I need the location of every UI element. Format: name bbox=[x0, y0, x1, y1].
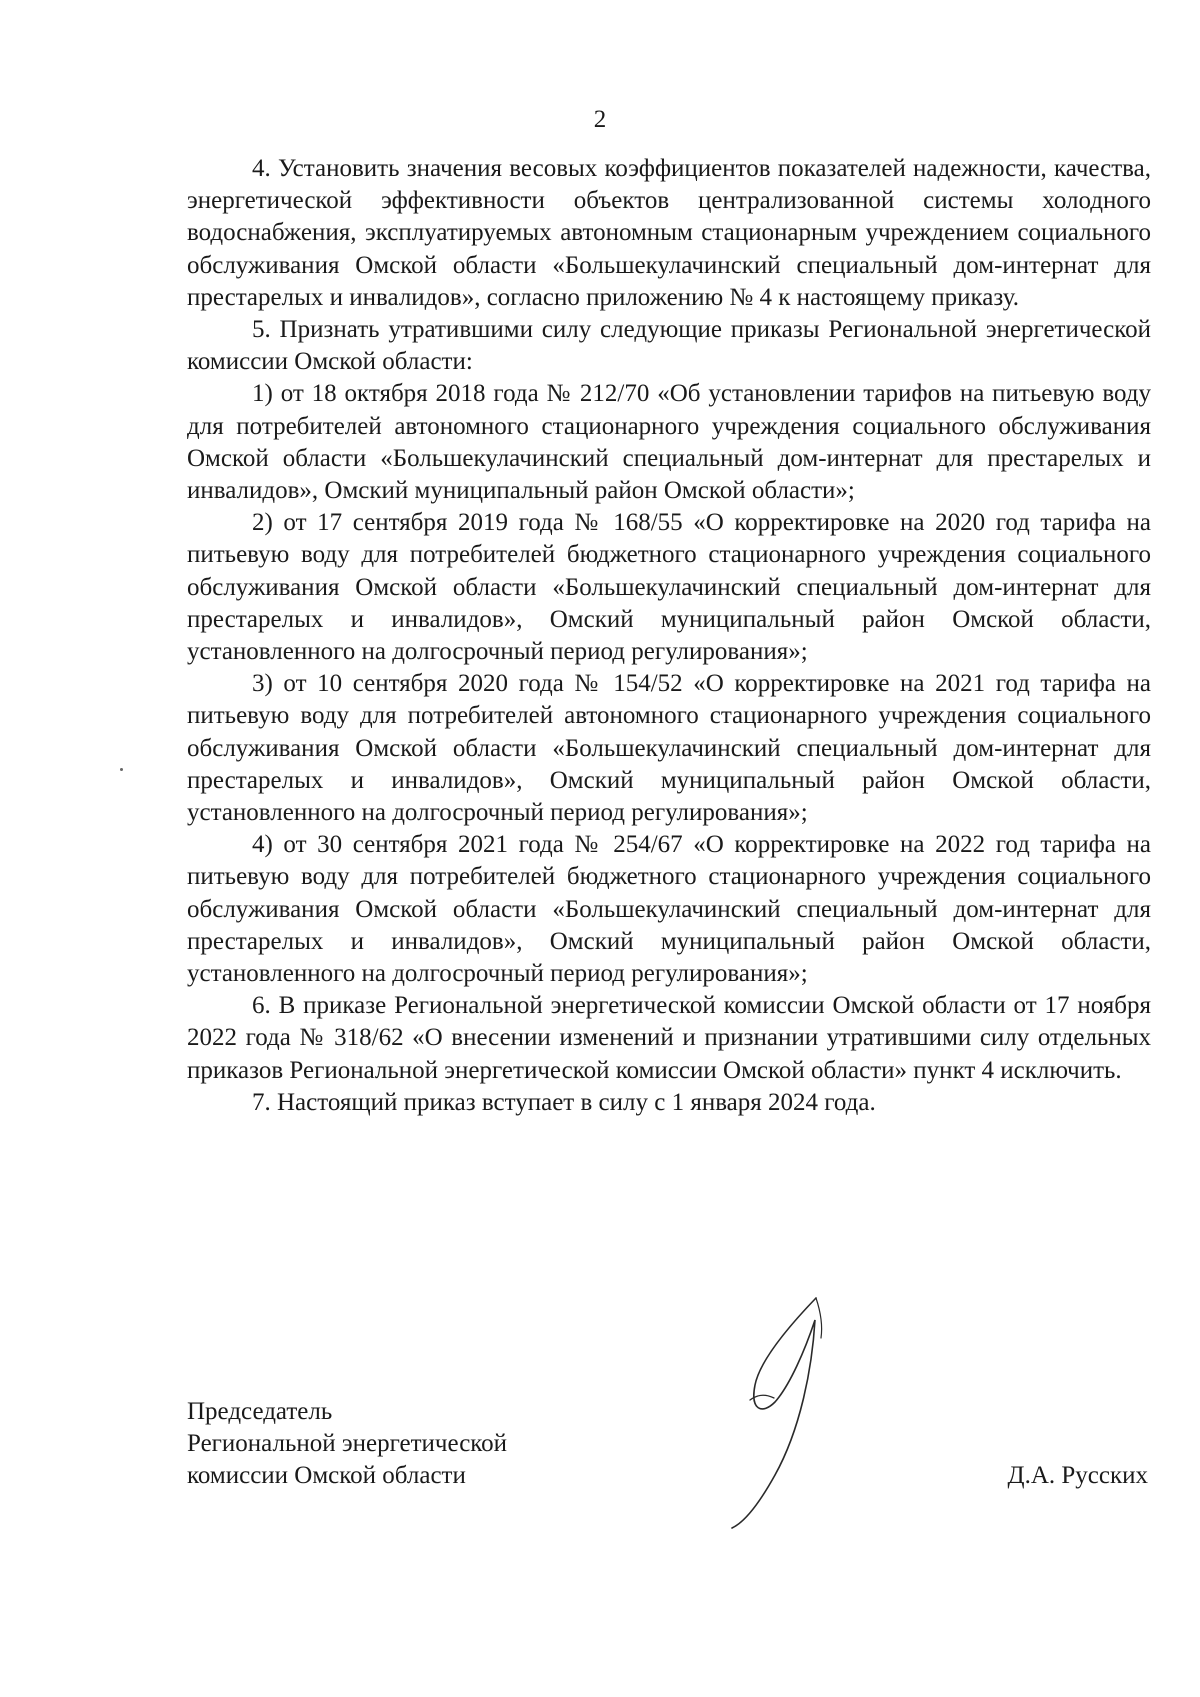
paragraph-subitem-4: 4) от 30 сентября 2021 года № 254/67 «О корректировке на 2022 год тарифа на питьевую воду для потребителей бюджетного стационарного учреждения социального обслуживания Омской области «Большекулачинский специальный дом-интернат для престарелых и инвалидов», Омский муниципальный район Омской области, установленного на долгосрочный период регулирования»; bbox=[187, 831, 1151, 988]
page-number: 2 bbox=[593, 106, 607, 133]
paragraph-item-6: 6. В приказе Региональной энергетической комиссии Омской области от 17 ноября 2022 года № 318/62 «О внесении изменений и признании утратившими силу отдельных приказов Региональной энергетической комиссии Омской области» пункт 4 исключить. bbox=[187, 992, 1151, 1084]
paragraph-subitem-2: 2) от 17 сентября 2019 года № 168/55 «О корректировке на 2020 год тарифа на питьевую воду для потребителей бюджетного стационарного учреждения социального обслуживания Омской области «Большекулачинский специальный дом-интернат для престарелых и инвалидов», Омский муниципальный район Омской области, установленного на долгосрочный период регулирования»; bbox=[187, 509, 1151, 666]
paragraph-item-4: 4. Установить значения весовых коэффициентов показателей надежности, качества, энергетической эффективности объектов централизованной системы холодного водоснабжения, эксплуатируемых автономным стационарным учреждением социального обслуживания Омской области «Большекулачинский специальный дом-интернат для престарелых и инвалидов», согласно приложению № 4 к настоящему приказу. bbox=[187, 155, 1151, 311]
scan-speck bbox=[120, 768, 123, 771]
handwritten-signature bbox=[720, 1290, 870, 1530]
paragraph-item-7: 7. Настоящий приказ вступает в силу с 1 января 2024 года. bbox=[252, 1088, 876, 1116]
signatory-title-line: Председатель bbox=[187, 1398, 333, 1425]
signatory-title bbox=[187, 1396, 507, 1492]
signer-name: Д.А. Русских bbox=[1007, 1462, 1148, 1489]
signatory-title-line: комиссии Омской области bbox=[187, 1462, 466, 1489]
paragraph-subitem-3: 3) от 10 сентября 2020 года № 154/52 «О корректировке на 2021 год тарифа на питьевую воду для потребителей автономного стационарного учреждения социального обслуживания Омской области «Большекулачинский специальный дом-интернат для престарелых и инвалидов», Омский муниципальный район Омской области, установленного на долгосрочный период регулирования»; bbox=[187, 670, 1151, 827]
signatory-title-line: Региональной энергетической bbox=[187, 1430, 508, 1457]
document-body bbox=[187, 153, 1151, 1119]
paragraph-item-5: 5. Признать утратившими силу следующие приказы Региональной энергетической комиссии Омской области: bbox=[187, 316, 1151, 376]
paragraph-subitem-1: 1) от 18 октября 2018 года № 212/70 «Об установлении тарифов на питьевую воду для потребителей автономного стационарного учреждения социального обслуживания Омской области «Большекулачинский специальный дом-интернат для престарелых и инвалидов», Омский муниципальный район Омской области»; bbox=[187, 380, 1151, 505]
